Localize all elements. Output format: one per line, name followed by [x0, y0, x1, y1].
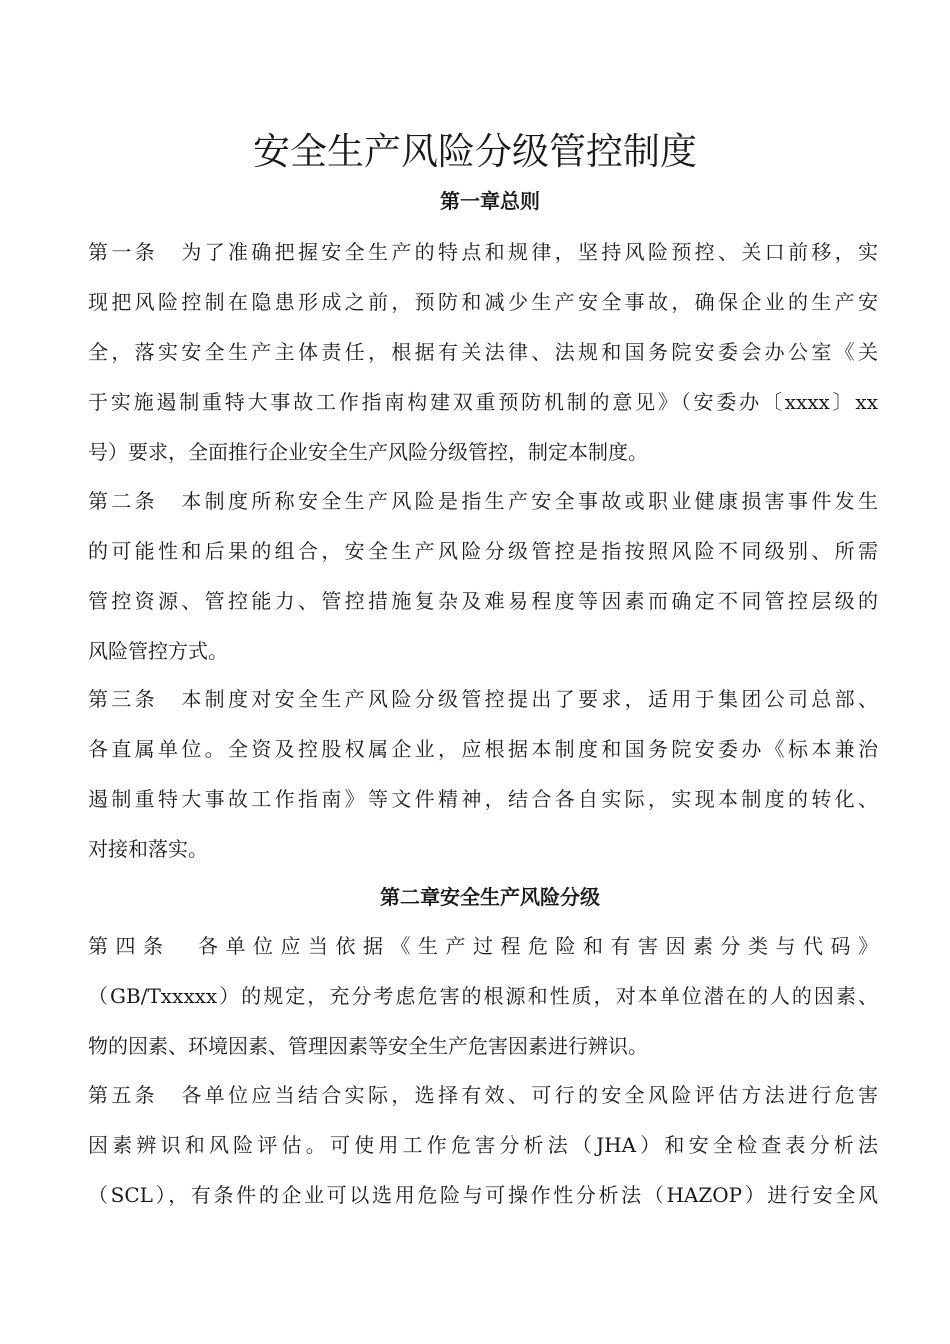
article-line: 因素辨识和风险评估。可使用工作危害分析法（JHA）和安全检查表分析法 [88, 1133, 878, 1157]
article-line: 管控资源、管控能力、管控措施复杂及难易程度等因素而确定不同管控层级的 [88, 589, 878, 613]
article-line: 号）要求，全面推行企业安全生产风险分级管控，制定本制度。 [88, 440, 648, 464]
article-line: 第四条 各单位应当依据《生产过程危险和有害因素分类与代码》 [88, 934, 878, 958]
article-line: 现把风险控制在隐患形成之前，预防和减少生产安全事故，确保企业的生产安 [88, 290, 878, 314]
article-line: 风险管控方式。 [88, 639, 228, 663]
chapter-heading: 第一章总则 [440, 189, 540, 213]
article-line: 第五条 各单位应当结合实际，选择有效、可行的安全风险评估方法进行危害 [88, 1083, 878, 1107]
article-5 [88, 1070, 878, 1220]
article-line: 第三条 本制度对安全生产风险分级管控提出了要求，适用于集团公司总部、 [88, 687, 878, 711]
article-line: 全，落实安全生产主体责任，根据有关法律、法规和国务院安委会办公室《关 [88, 340, 878, 364]
article-2 [88, 476, 878, 676]
article-line: （GB/Txxxxx）的规定，充分考虑危害的根源和性质，对本单位潜在的人的因素、 [88, 984, 878, 1008]
article-line: 各直属单位。全资及控股权属企业，应根据本制度和国务院安委办《标本兼治 [88, 737, 878, 761]
article-3 [88, 674, 878, 874]
article-line: 第一条 为了准确把握安全生产的特点和规律，坚持风险预控、关口前移，实 [88, 240, 878, 264]
article-line: 第二条 本制度所称安全生产风险是指生产安全事故或职业健康损害事件发生 [88, 489, 878, 513]
article-4 [88, 921, 878, 1071]
article-line: （SCL），有条件的企业可以选用危险与可操作性分析法（HAZOP）进行安全风 [88, 1183, 878, 1207]
article-line: 对接和落实。 [88, 837, 208, 861]
document-title: 安全生产风险分级管控制度 [253, 130, 697, 173]
article-line: 遏制重特大事故工作指南》等文件精神，结合各自实际，实现本制度的转化、 [88, 787, 878, 811]
chapter-heading: 第二章安全生产风险分级 [380, 885, 600, 909]
article-line: 的可能性和后果的组合，安全生产风险分级管控是指按照风险不同级别、所需 [88, 539, 878, 563]
article-1 [88, 227, 878, 477]
article-line: 物的因素、环境因素、管理因素等安全生产危害因素进行辨识。 [88, 1034, 648, 1058]
article-line: 于实施遏制重特大事故工作指南构建双重预防机制的意见》（安委办〔xxxx〕xx [88, 390, 878, 414]
